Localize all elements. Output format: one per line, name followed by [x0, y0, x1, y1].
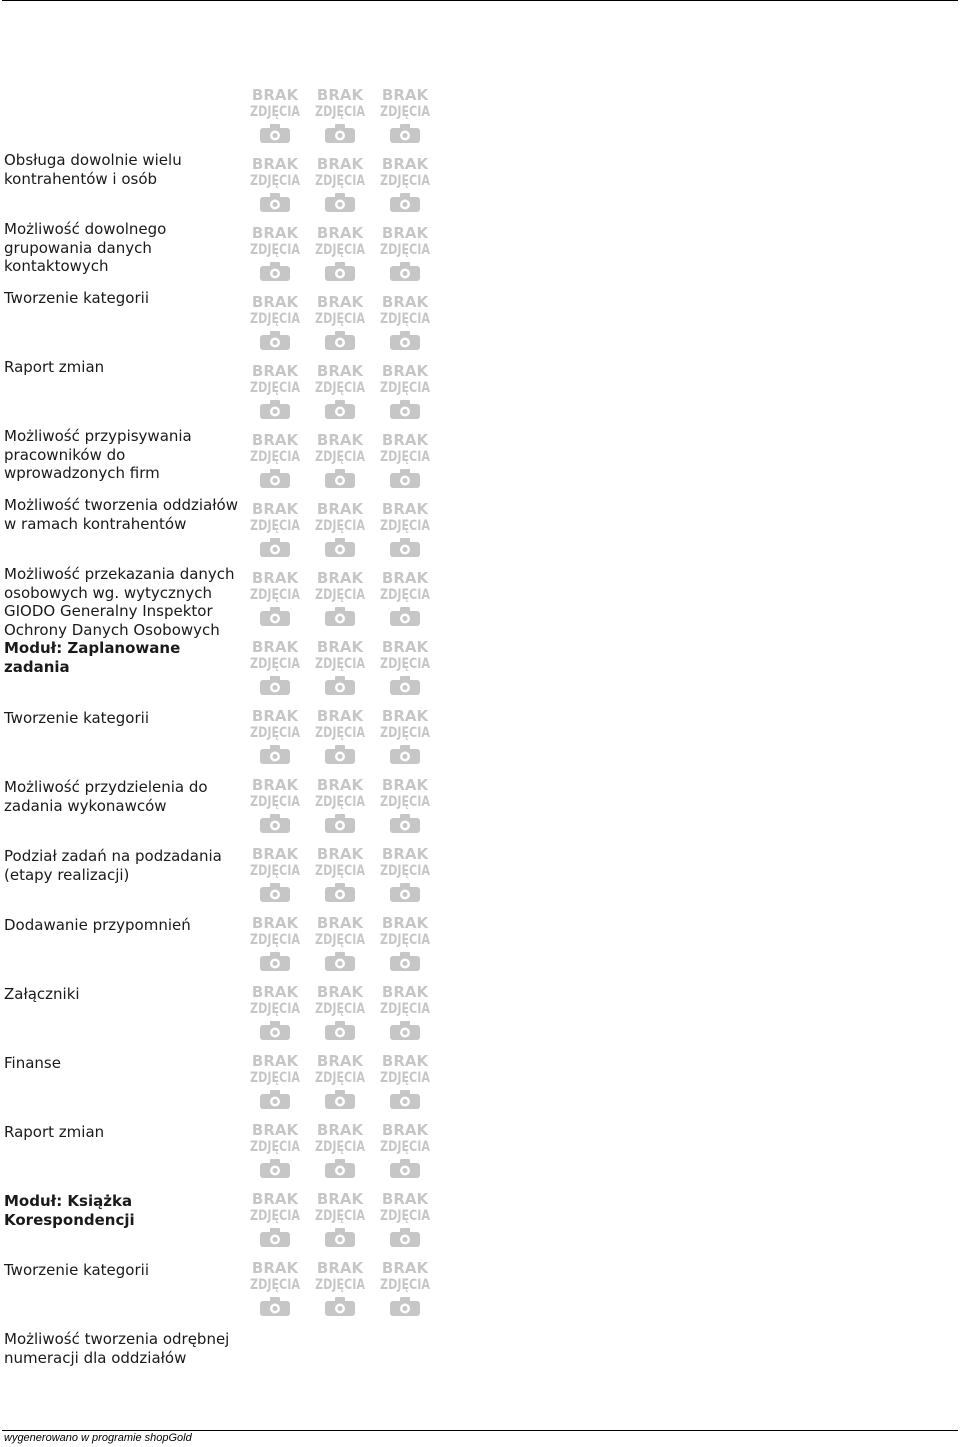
placeholder-image	[248, 1119, 302, 1181]
camera-icon	[260, 883, 290, 902]
camera-icon	[260, 262, 290, 281]
svg-text:BRAK: BRAK	[381, 86, 429, 104]
camera-icon	[390, 814, 420, 833]
placeholder-image	[248, 843, 302, 905]
camera-icon	[390, 193, 420, 212]
svg-text:ZDJĘCIA: ZDJĘCIA	[315, 380, 366, 396]
feature-item: Możliwość przydzielenia do zadania wykonawców	[4, 778, 208, 815]
placeholder-image	[313, 498, 367, 560]
svg-text:BRAK: BRAK	[316, 362, 364, 380]
svg-text:ZDJĘCIA: ZDJĘCIA	[315, 449, 366, 465]
svg-text:ZDJĘCIA: ZDJĘCIA	[380, 311, 431, 327]
module-heading: Moduł: Książka Korespondencji	[4, 1192, 135, 1229]
feature-item: Możliwość dowolnego grupowania danych kontaktowych	[4, 220, 167, 276]
svg-text:BRAK: BRAK	[381, 569, 429, 587]
placeholder-image	[378, 291, 432, 353]
placeholder-image	[378, 498, 432, 560]
svg-text:ZDJĘCIA: ZDJĘCIA	[250, 1208, 301, 1224]
svg-text:ZDJĘCIA: ZDJĘCIA	[250, 104, 301, 120]
camera-icon	[390, 1090, 420, 1109]
svg-text:ZDJĘCIA: ZDJĘCIA	[315, 1001, 366, 1017]
placeholder-image	[378, 981, 432, 1043]
camera-icon	[260, 469, 290, 488]
camera-icon	[325, 469, 355, 488]
camera-icon	[390, 262, 420, 281]
feature-item: Możliwość tworzenia odrębnej numeracji dla oddziałów	[4, 1330, 230, 1367]
camera-icon	[325, 676, 355, 695]
placeholder-image	[378, 84, 432, 146]
camera-icon	[390, 607, 420, 626]
placeholder-image	[313, 291, 367, 353]
svg-text:ZDJĘCIA: ZDJĘCIA	[315, 656, 366, 672]
placeholder-image	[378, 705, 432, 767]
camera-icon	[390, 1297, 420, 1316]
svg-text:BRAK: BRAK	[316, 845, 364, 863]
svg-text:BRAK: BRAK	[251, 431, 299, 449]
svg-text:ZDJĘCIA: ZDJĘCIA	[250, 932, 301, 948]
camera-icon	[390, 469, 420, 488]
camera-icon	[325, 124, 355, 143]
placeholder-image	[313, 1188, 367, 1250]
svg-text:BRAK: BRAK	[251, 362, 299, 380]
feature-item: Raport zmian	[4, 1123, 105, 1141]
svg-text:ZDJĘCIA: ZDJĘCIA	[315, 104, 366, 120]
placeholder-image	[313, 705, 367, 767]
placeholder-image	[313, 1257, 367, 1319]
placeholder-image	[248, 1257, 302, 1319]
svg-text:ZDJĘCIA: ZDJĘCIA	[380, 518, 431, 534]
placeholder-image	[313, 222, 367, 284]
camera-icon	[390, 1228, 420, 1247]
svg-text:BRAK: BRAK	[381, 914, 429, 932]
svg-text:ZDJĘCIA: ZDJĘCIA	[250, 173, 301, 189]
camera-icon	[260, 1159, 290, 1178]
svg-text:BRAK: BRAK	[381, 500, 429, 518]
feature-item: Finanse	[4, 1054, 61, 1072]
camera-icon	[325, 193, 355, 212]
camera-icon	[390, 1021, 420, 1040]
placeholder-image	[248, 636, 302, 698]
camera-icon	[325, 1228, 355, 1247]
placeholder-image	[248, 222, 302, 284]
svg-text:BRAK: BRAK	[251, 1121, 299, 1139]
svg-text:BRAK: BRAK	[381, 776, 429, 794]
svg-text:ZDJĘCIA: ZDJĘCIA	[315, 794, 366, 810]
placeholder-image	[378, 912, 432, 974]
camera-icon	[325, 745, 355, 764]
camera-icon	[260, 1297, 290, 1316]
placeholder-image	[248, 1188, 302, 1250]
placeholder-image	[313, 1050, 367, 1112]
svg-text:BRAK: BRAK	[316, 86, 364, 104]
svg-text:ZDJĘCIA: ZDJĘCIA	[250, 587, 301, 603]
placeholder-image	[378, 153, 432, 215]
svg-text:ZDJĘCIA: ZDJĘCIA	[250, 242, 301, 258]
svg-text:BRAK: BRAK	[316, 431, 364, 449]
svg-text:BRAK: BRAK	[381, 638, 429, 656]
camera-icon	[260, 538, 290, 557]
svg-text:BRAK: BRAK	[316, 914, 364, 932]
camera-icon	[260, 607, 290, 626]
footer-generator-note: wygenerowano w programie shopGold	[4, 1432, 192, 1444]
placeholder-image	[313, 981, 367, 1043]
svg-text:BRAK: BRAK	[251, 224, 299, 242]
feature-item: Tworzenie kategorii	[4, 1261, 149, 1279]
camera-icon	[325, 883, 355, 902]
camera-icon	[325, 1090, 355, 1109]
camera-icon	[260, 676, 290, 695]
feature-item: Załączniki	[4, 985, 80, 1003]
svg-text:ZDJĘCIA: ZDJĘCIA	[315, 173, 366, 189]
svg-text:BRAK: BRAK	[251, 500, 299, 518]
svg-text:BRAK: BRAK	[316, 776, 364, 794]
placeholder-image	[248, 774, 302, 836]
svg-text:BRAK: BRAK	[381, 293, 429, 311]
feature-item: Tworzenie kategorii	[4, 709, 149, 727]
svg-text:ZDJĘCIA: ZDJĘCIA	[315, 242, 366, 258]
camera-icon	[260, 745, 290, 764]
camera-icon	[260, 400, 290, 419]
svg-text:BRAK: BRAK	[251, 776, 299, 794]
svg-text:ZDJĘCIA: ZDJĘCIA	[250, 518, 301, 534]
svg-text:ZDJĘCIA: ZDJĘCIA	[250, 311, 301, 327]
placeholder-image	[248, 912, 302, 974]
placeholder-image	[378, 429, 432, 491]
svg-text:BRAK: BRAK	[381, 1190, 429, 1208]
placeholder-image	[248, 981, 302, 1043]
placeholder-image	[378, 1050, 432, 1112]
svg-text:ZDJĘCIA: ZDJĘCIA	[380, 725, 431, 741]
placeholder-image	[248, 567, 302, 629]
svg-text:ZDJĘCIA: ZDJĘCIA	[250, 449, 301, 465]
svg-text:ZDJĘCIA: ZDJĘCIA	[315, 587, 366, 603]
camera-icon	[325, 1021, 355, 1040]
feature-item: Tworzenie kategorii	[4, 289, 149, 307]
placeholder-image	[378, 636, 432, 698]
svg-text:BRAK: BRAK	[316, 500, 364, 518]
camera-icon	[325, 262, 355, 281]
svg-text:BRAK: BRAK	[381, 431, 429, 449]
svg-text:BRAK: BRAK	[316, 293, 364, 311]
svg-text:ZDJĘCIA: ZDJĘCIA	[315, 1070, 366, 1086]
svg-text:ZDJĘCIA: ZDJĘCIA	[315, 518, 366, 534]
svg-text:BRAK: BRAK	[381, 707, 429, 725]
svg-text:BRAK: BRAK	[316, 224, 364, 242]
svg-text:ZDJĘCIA: ZDJĘCIA	[380, 104, 431, 120]
placeholder-image	[313, 774, 367, 836]
camera-icon	[260, 1228, 290, 1247]
camera-icon	[260, 814, 290, 833]
camera-icon	[260, 952, 290, 971]
svg-text:BRAK: BRAK	[316, 569, 364, 587]
svg-text:ZDJĘCIA: ZDJĘCIA	[315, 1277, 366, 1293]
camera-icon	[325, 1159, 355, 1178]
svg-text:ZDJĘCIA: ZDJĘCIA	[250, 1277, 301, 1293]
svg-text:BRAK: BRAK	[251, 293, 299, 311]
camera-icon	[390, 331, 420, 350]
svg-text:ZDJĘCIA: ZDJĘCIA	[315, 863, 366, 879]
feature-item: Możliwość przypisywania pracowników do wprowadzonych firm	[4, 427, 192, 483]
svg-text:BRAK: BRAK	[316, 1190, 364, 1208]
svg-text:BRAK: BRAK	[251, 845, 299, 863]
svg-text:BRAK: BRAK	[316, 1259, 364, 1277]
svg-text:BRAK: BRAK	[381, 224, 429, 242]
placeholder-image	[378, 567, 432, 629]
svg-text:ZDJĘCIA: ZDJĘCIA	[250, 1139, 301, 1155]
placeholder-image	[248, 291, 302, 353]
camera-icon	[390, 400, 420, 419]
svg-text:ZDJĘCIA: ZDJĘCIA	[250, 656, 301, 672]
footer-divider	[2, 1430, 958, 1431]
camera-icon	[325, 400, 355, 419]
placeholder-image	[313, 1119, 367, 1181]
svg-text:BRAK: BRAK	[251, 1190, 299, 1208]
svg-text:BRAK: BRAK	[251, 1259, 299, 1277]
svg-text:ZDJĘCIA: ZDJĘCIA	[250, 1001, 301, 1017]
placeholder-image	[313, 567, 367, 629]
camera-icon	[325, 607, 355, 626]
placeholder-image	[378, 360, 432, 422]
svg-text:ZDJĘCIA: ZDJĘCIA	[380, 1208, 431, 1224]
placeholder-image	[313, 429, 367, 491]
placeholder-image	[313, 360, 367, 422]
svg-text:ZDJĘCIA: ZDJĘCIA	[380, 1277, 431, 1293]
svg-text:ZDJĘCIA: ZDJĘCIA	[315, 1139, 366, 1155]
svg-text:BRAK: BRAK	[251, 983, 299, 1001]
feature-item: Możliwość przekazania danych osobowych wg. wytycznych GIODO Generalny Inspektor Ochrony Danych Osobowych	[4, 565, 235, 639]
svg-text:ZDJĘCIA: ZDJĘCIA	[380, 449, 431, 465]
camera-icon	[325, 814, 355, 833]
svg-text:BRAK: BRAK	[381, 155, 429, 173]
svg-text:BRAK: BRAK	[316, 1052, 364, 1070]
placeholder-image	[248, 1050, 302, 1112]
svg-text:ZDJĘCIA: ZDJĘCIA	[380, 242, 431, 258]
camera-icon	[260, 193, 290, 212]
camera-icon	[325, 952, 355, 971]
svg-text:BRAK: BRAK	[381, 1121, 429, 1139]
camera-icon	[390, 1159, 420, 1178]
svg-text:BRAK: BRAK	[251, 569, 299, 587]
placeholder-image	[378, 1257, 432, 1319]
svg-text:BRAK: BRAK	[251, 707, 299, 725]
camera-icon	[325, 538, 355, 557]
placeholder-image	[378, 222, 432, 284]
placeholder-image	[313, 153, 367, 215]
svg-text:ZDJĘCIA: ZDJĘCIA	[380, 1001, 431, 1017]
camera-icon	[390, 676, 420, 695]
svg-text:ZDJĘCIA: ZDJĘCIA	[315, 311, 366, 327]
placeholder-image	[248, 153, 302, 215]
svg-text:ZDJĘCIA: ZDJĘCIA	[380, 863, 431, 879]
svg-text:BRAK: BRAK	[316, 155, 364, 173]
placeholder-image	[313, 843, 367, 905]
svg-text:ZDJĘCIA: ZDJĘCIA	[380, 173, 431, 189]
feature-item: Możliwość tworzenia oddziałów w ramach kontrahentów	[4, 496, 238, 533]
camera-icon	[325, 331, 355, 350]
svg-text:BRAK: BRAK	[251, 1052, 299, 1070]
svg-text:BRAK: BRAK	[381, 983, 429, 1001]
placeholder-image	[378, 1188, 432, 1250]
placeholder-image	[378, 774, 432, 836]
camera-icon	[325, 1297, 355, 1316]
svg-text:BRAK: BRAK	[316, 707, 364, 725]
camera-icon	[390, 745, 420, 764]
placeholder-image	[248, 429, 302, 491]
feature-item: Obsługa dowolnie wielu kontrahentów i osób	[4, 151, 182, 188]
svg-text:BRAK: BRAK	[251, 914, 299, 932]
module-heading: Moduł: Zaplanowane zadania	[4, 639, 181, 676]
svg-text:ZDJĘCIA: ZDJĘCIA	[380, 1139, 431, 1155]
svg-text:BRAK: BRAK	[316, 983, 364, 1001]
placeholder-image	[248, 705, 302, 767]
svg-text:ZDJĘCIA: ZDJĘCIA	[380, 932, 431, 948]
svg-text:BRAK: BRAK	[251, 86, 299, 104]
camera-icon	[390, 538, 420, 557]
placeholder-image	[378, 1119, 432, 1181]
svg-text:ZDJĘCIA: ZDJĘCIA	[315, 932, 366, 948]
svg-text:ZDJĘCIA: ZDJĘCIA	[380, 587, 431, 603]
placeholder-image	[313, 84, 367, 146]
svg-text:BRAK: BRAK	[316, 638, 364, 656]
svg-text:ZDJĘCIA: ZDJĘCIA	[250, 725, 301, 741]
svg-text:BRAK: BRAK	[381, 1259, 429, 1277]
camera-icon	[390, 952, 420, 971]
camera-icon	[260, 1021, 290, 1040]
svg-text:BRAK: BRAK	[381, 1052, 429, 1070]
svg-text:ZDJĘCIA: ZDJĘCIA	[315, 1208, 366, 1224]
svg-text:ZDJĘCIA: ZDJĘCIA	[315, 725, 366, 741]
svg-text:ZDJĘCIA: ZDJĘCIA	[250, 380, 301, 396]
camera-icon	[260, 1090, 290, 1109]
svg-text:BRAK: BRAK	[316, 1121, 364, 1139]
camera-icon	[260, 124, 290, 143]
svg-text:BRAK: BRAK	[251, 638, 299, 656]
svg-text:ZDJĘCIA: ZDJĘCIA	[250, 794, 301, 810]
camera-icon	[390, 883, 420, 902]
feature-item: Raport zmian	[4, 358, 105, 376]
svg-text:ZDJĘCIA: ZDJĘCIA	[380, 1070, 431, 1086]
placeholder-image	[313, 636, 367, 698]
placeholder-image	[313, 912, 367, 974]
svg-text:BRAK: BRAK	[251, 155, 299, 173]
feature-item: Dodawanie przypomnień	[4, 916, 191, 934]
placeholder-image	[378, 843, 432, 905]
top-divider	[2, 0, 958, 1]
placeholder-image	[248, 84, 302, 146]
svg-text:BRAK: BRAK	[381, 845, 429, 863]
svg-text:ZDJĘCIA: ZDJĘCIA	[380, 656, 431, 672]
svg-text:ZDJĘCIA: ZDJĘCIA	[250, 863, 301, 879]
feature-item: Podział zadań na podzadania (etapy realizacji)	[4, 847, 222, 884]
svg-text:ZDJĘCIA: ZDJĘCIA	[380, 794, 431, 810]
svg-text:BRAK: BRAK	[381, 362, 429, 380]
svg-text:ZDJĘCIA: ZDJĘCIA	[380, 380, 431, 396]
placeholder-image	[248, 360, 302, 422]
placeholder-image	[248, 498, 302, 560]
camera-icon	[260, 331, 290, 350]
camera-icon	[390, 124, 420, 143]
svg-text:ZDJĘCIA: ZDJĘCIA	[250, 1070, 301, 1086]
